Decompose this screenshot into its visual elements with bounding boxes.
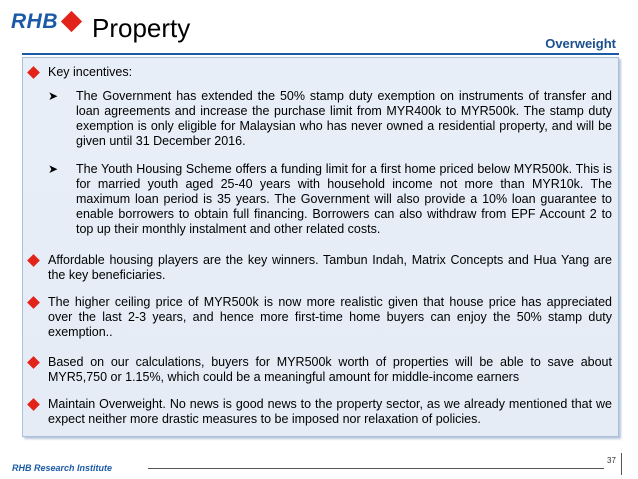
- diamond-bullet-icon: [27, 356, 40, 369]
- bullet-maintain-overweight: [27, 397, 612, 426]
- arrow-bullet-icon: ➤: [48, 162, 59, 176]
- diamond-bullet-icon: [27, 296, 40, 309]
- rhb-logo: [11, 10, 79, 34]
- bullet-text: Maintain Overweight. No news is good news to the property sector, as we already mentioned that we expect neither more drastic measures to be imposed nor relaxation of policies.: [48, 397, 612, 426]
- bullet-key-incentives: [27, 65, 133, 79]
- diamond-bullet-icon: [27, 254, 40, 267]
- bullet-calculations: [27, 355, 612, 384]
- diamond-bullet-icon: [27, 66, 40, 79]
- page-number: 37: [607, 456, 616, 465]
- diamond-logo-icon: [61, 10, 82, 31]
- bullet-ceiling-price: [27, 295, 612, 339]
- diamond-bullet-icon: [27, 398, 40, 411]
- arrow-bullet-icon: ➤: [48, 89, 59, 103]
- page-number-divider: [621, 453, 622, 475]
- bullet-text: Affordable housing players are the key winners. Tambun Indah, Matrix Concepts and Hua Yang are the key beneficiaries.: [48, 253, 612, 282]
- footer-brand: RHB Research Institute: [12, 463, 113, 473]
- sub-bullet-text: The Government has extended the 50% stamp duty exemption on instruments of transfer and loan agreements and increase the purchase limit from MYR400k to MYR500k. The stamp duty exemption is only eligible for Malaysian who has never owned a residential property, and will be given until 31 December 2016.: [76, 89, 612, 148]
- header-divider: [22, 53, 619, 55]
- logo-wordmark: RHB: [11, 10, 58, 33]
- rating-label: Overweight: [545, 36, 616, 51]
- bullet-affordable-housing: [27, 253, 612, 282]
- bullet-text: The higher ceiling price of MYR500k is now more realistic given that house price has appreciated over the last 2-3 years, and hence more first-time home buyers can enjoy the 50% stamp duty exemption..: [48, 295, 612, 339]
- bullet-text: Based on our calculations, buyers for MYR500k worth of properties will be able to save about MYR5,750 or 1.15%, which could be a meaningful amount for middle-income earners: [48, 355, 612, 384]
- sub-bullet-text: The Youth Housing Scheme offers a funding limit for a first home priced below MYR500k. This is for married youth aged 25-40 years with household income not more than MYR10k. The maximum loan period is 35 years. The Government will also provide a 10% loan guarantee to enable borrowers to obtain full financing. Borrowers can also withdraw from EPF Account 2 to top up their monthly instalment and other related costs.: [76, 162, 612, 236]
- bullet-text: Key incentives:: [48, 65, 133, 79]
- footer-divider: [148, 468, 604, 469]
- page-title: Property: [92, 13, 191, 43]
